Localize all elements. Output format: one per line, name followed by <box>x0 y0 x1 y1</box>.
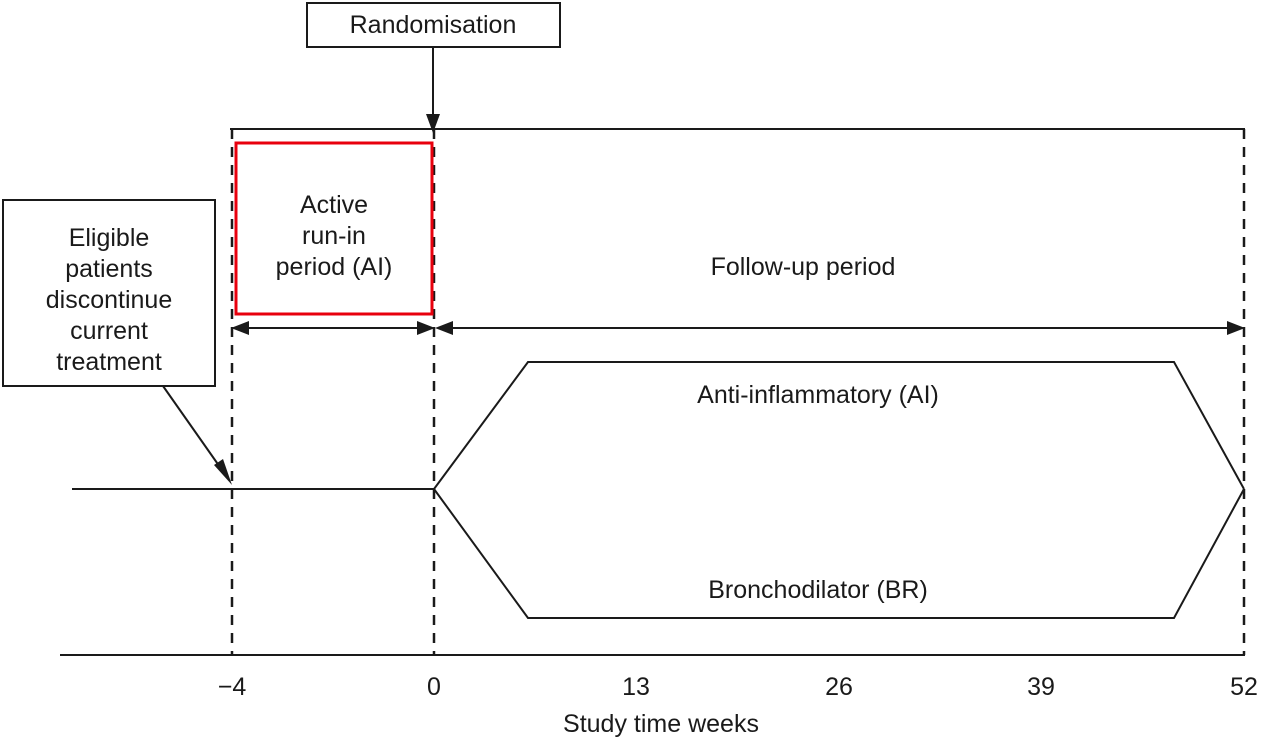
run-in-span-arrow <box>231 321 435 335</box>
eligible-line-5: treatment <box>56 348 162 376</box>
run-in-line-2: run-in <box>302 222 366 250</box>
eligible-line-2: patients <box>65 255 153 283</box>
eligible-patients-box <box>3 200 232 485</box>
x-tick-label-0: −4 <box>217 673 247 701</box>
x-tick-label-2: 13 <box>622 673 650 701</box>
x-axis-ticks <box>218 673 1258 701</box>
arm-top-label: Anti-inflammatory (AI) <box>697 381 939 409</box>
arm-bottom-label: Bronchodilator (BR) <box>708 576 928 604</box>
follow-up-span-arrow <box>435 321 1245 335</box>
run-in-line-1: Active <box>299 191 369 219</box>
x-tick-label-1: 0 <box>427 673 441 701</box>
run-in-line-3: period (AI) <box>275 253 393 281</box>
x-tick-label-5: 52 <box>1230 673 1258 701</box>
eligible-line-1: Eligible <box>68 224 150 252</box>
randomisation-label: Randomisation <box>349 11 517 39</box>
x-axis-title: Study time weeks <box>563 710 759 738</box>
randomisation-box <box>307 3 560 133</box>
eligible-line-3: discontinue <box>45 286 173 314</box>
follow-up-period-label: Follow-up period <box>710 253 896 281</box>
active-run-in-box <box>236 143 432 314</box>
eligible-arrow-line <box>163 386 222 470</box>
eligible-line-4: current <box>70 317 148 345</box>
x-tick-label-4: 39 <box>1027 673 1055 701</box>
x-tick-label-3: 26 <box>825 673 853 701</box>
